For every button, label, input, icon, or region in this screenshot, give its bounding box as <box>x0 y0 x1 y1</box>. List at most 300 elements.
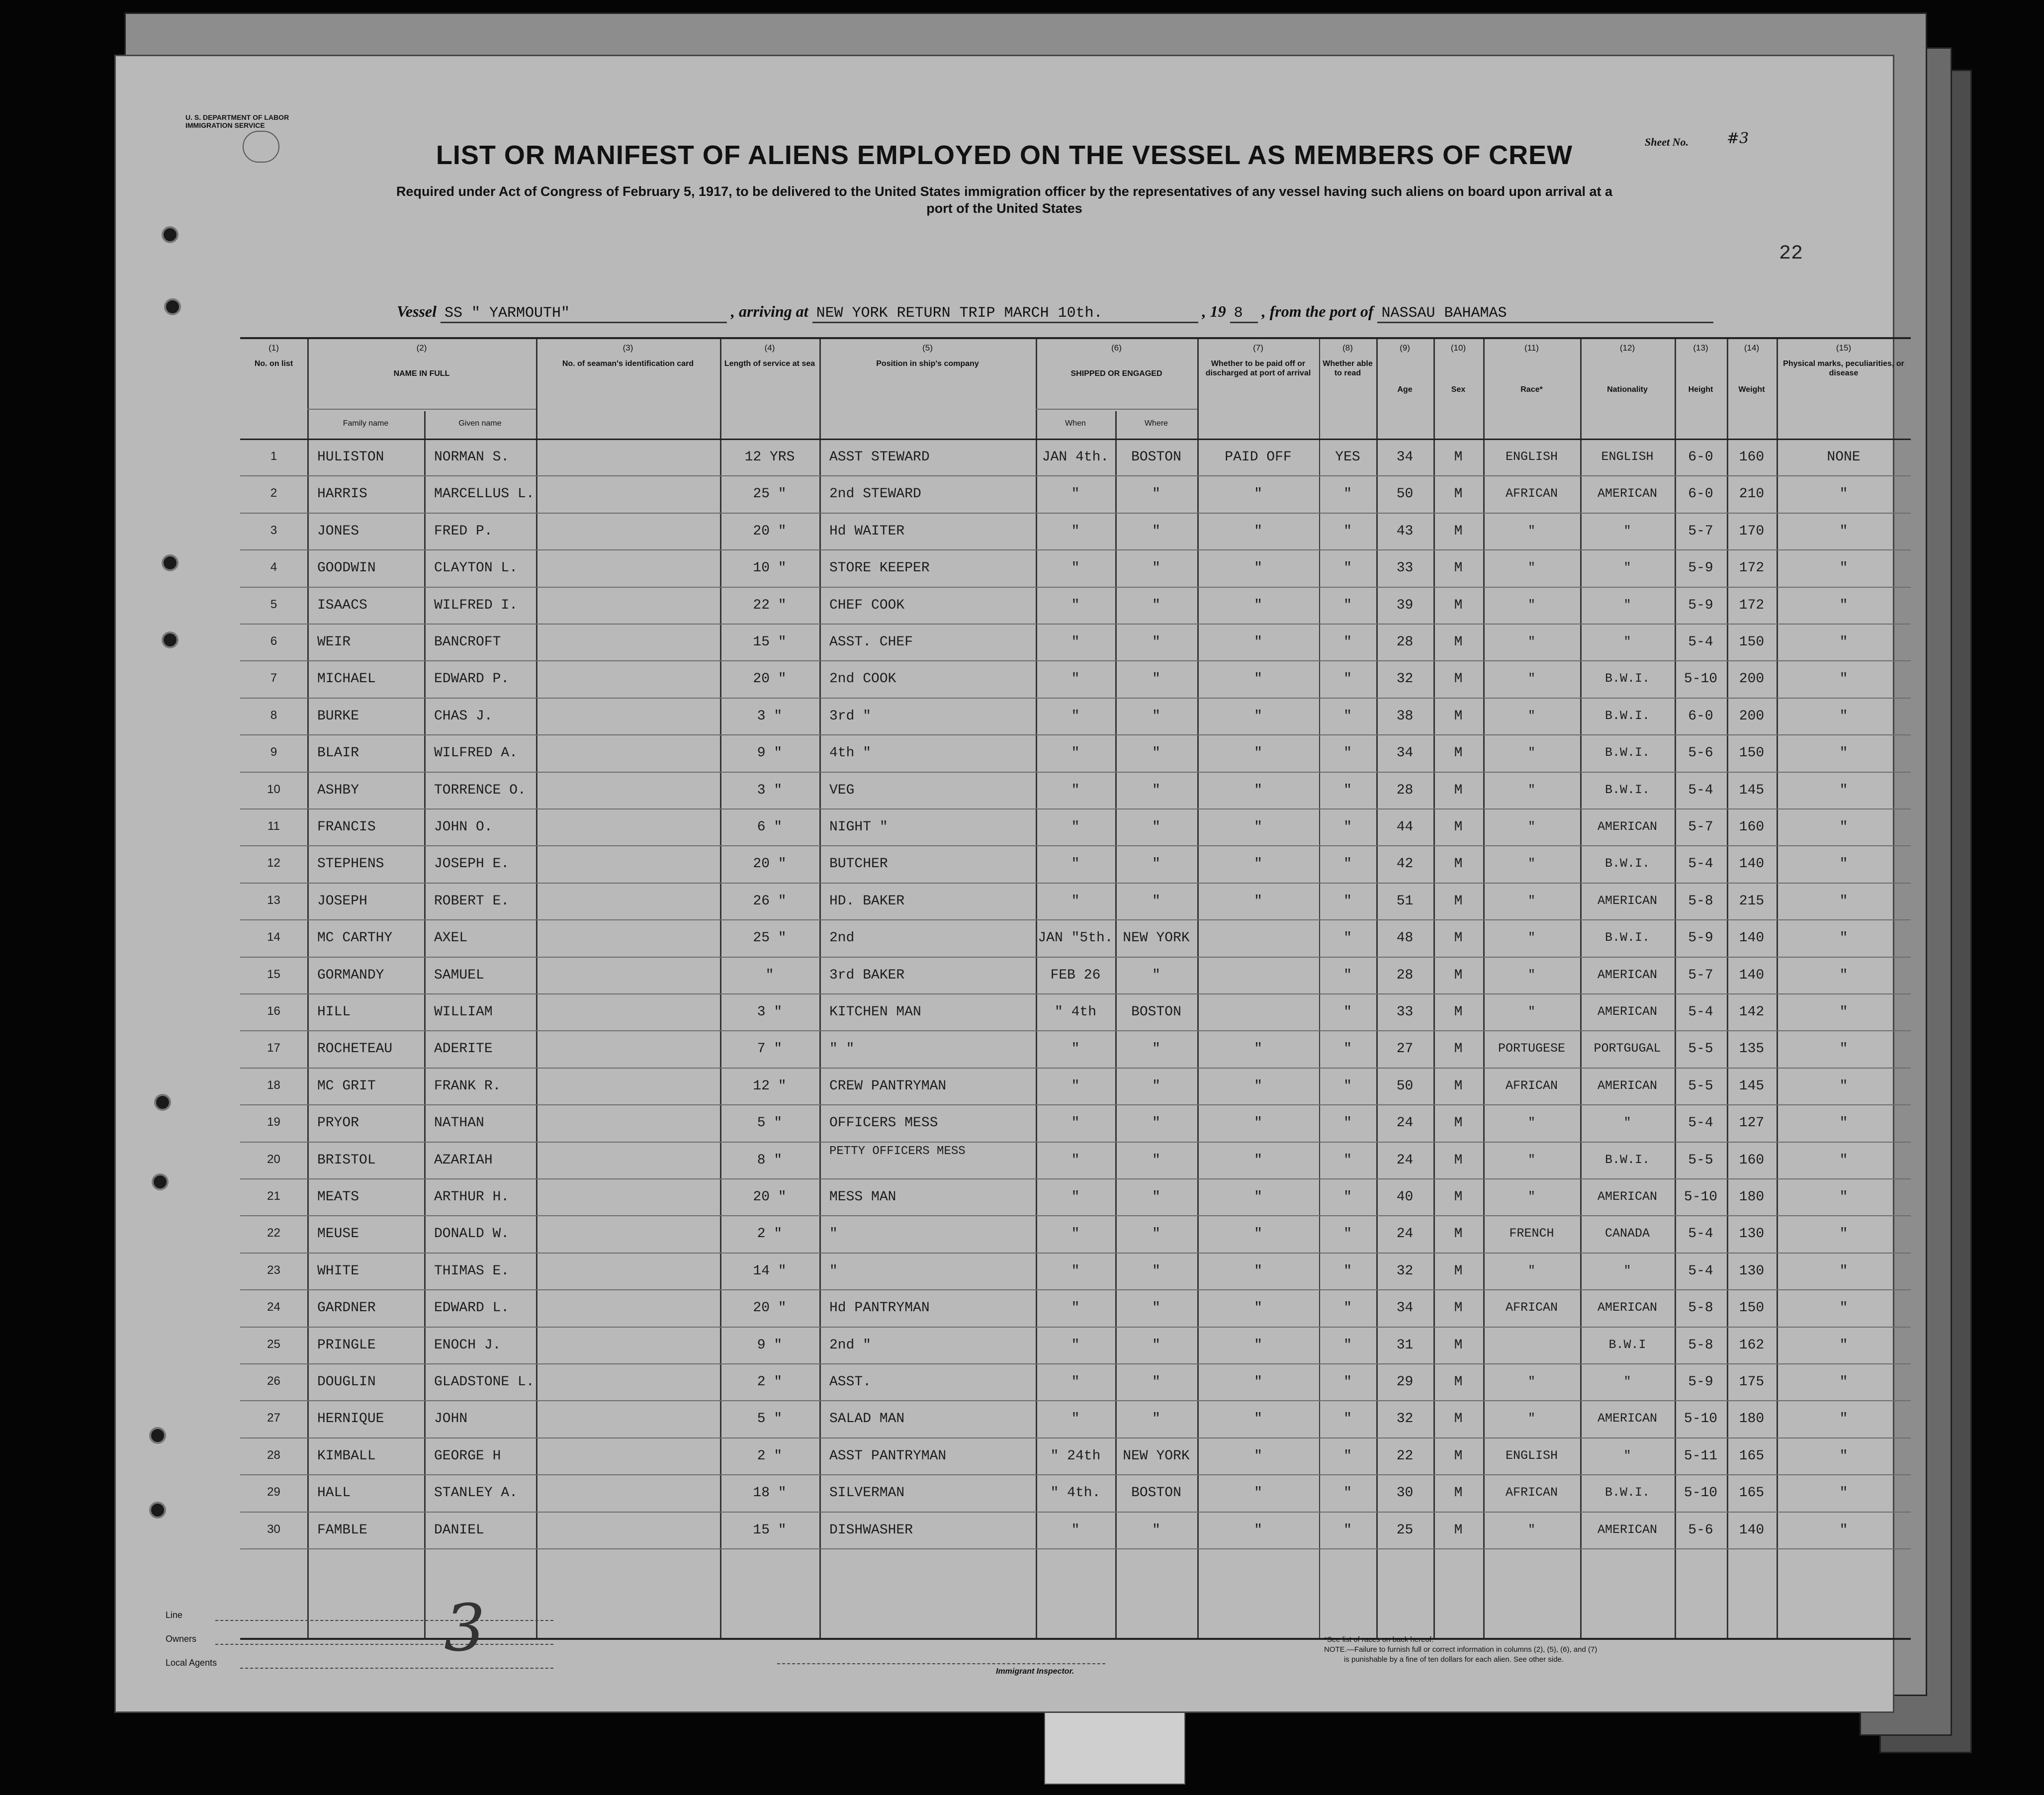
cell-nationality: AMERICAN <box>1597 1300 1658 1315</box>
cell-family: ASHBY <box>317 782 359 798</box>
column-number: (9) <box>1400 343 1410 353</box>
cell-given: JOHN O. <box>434 819 493 835</box>
cell-read: " <box>1343 1448 1352 1464</box>
cell-given: AZARIAH <box>434 1152 493 1168</box>
department-stamp <box>185 113 289 129</box>
cell-when: " <box>1071 745 1080 761</box>
cell-family: WHITE <box>317 1263 359 1279</box>
cell-height: 5-10 <box>1684 1485 1718 1501</box>
cell-no: 23 <box>267 1263 280 1277</box>
cell-nationality: B.W.I. <box>1604 930 1650 945</box>
cell-read: " <box>1343 782 1352 798</box>
cell-position: 3rd " <box>829 708 872 724</box>
column-header: Age <box>1397 385 1413 394</box>
cell-weight: 135 <box>1739 1041 1765 1057</box>
cell-height: 5-8 <box>1688 1300 1713 1316</box>
cell-paid: " <box>1254 782 1262 798</box>
cell-given: CHAS J. <box>434 708 493 724</box>
cell-race: " <box>1527 930 1535 945</box>
column-number: (4) <box>764 343 775 353</box>
cell-age: 34 <box>1396 449 1414 465</box>
cell-weight: 130 <box>1739 1226 1765 1242</box>
cell-family: MICHAEL <box>317 671 376 687</box>
cell-no: 30 <box>267 1522 280 1536</box>
cell-race: " <box>1527 708 1535 723</box>
cell-age: 22 <box>1396 1448 1414 1464</box>
cell-marks: " <box>1839 1522 1848 1538</box>
cell-where: " <box>1152 560 1160 576</box>
cell-height: 5-4 <box>1688 1004 1713 1020</box>
cell-given: STANLEY A. <box>434 1485 518 1501</box>
family-name-header: Family name <box>343 419 389 428</box>
cell-age: 34 <box>1396 1300 1414 1316</box>
cell-paid: " <box>1254 1448 1262 1464</box>
vessel-label: Vessel <box>397 302 437 320</box>
cell-paid: " <box>1254 523 1262 539</box>
binder-hole-icon <box>154 1094 171 1111</box>
cell-age: 24 <box>1396 1115 1414 1131</box>
table-row <box>240 1178 1911 1215</box>
cell-given: DONALD W. <box>434 1226 510 1242</box>
cell-no: 29 <box>267 1485 280 1499</box>
cell-paid: " <box>1254 1115 1262 1131</box>
cell-where: " <box>1152 1300 1160 1316</box>
owners-label: Owners <box>166 1634 197 1644</box>
cell-no: 1 <box>270 449 277 463</box>
cell-weight: 172 <box>1739 560 1765 576</box>
cell-nationality: " <box>1623 1374 1631 1389</box>
cell-nationality: " <box>1623 634 1631 649</box>
cell-when: " <box>1071 1152 1080 1168</box>
cell-sex: M <box>1454 1522 1463 1538</box>
column-header: Race* <box>1520 385 1543 394</box>
cell-paid: " <box>1254 1263 1262 1279</box>
cell-where: BOSTON <box>1131 449 1181 465</box>
cell-when: FEB 26 <box>1050 967 1101 983</box>
cell-race: " <box>1527 671 1535 686</box>
cell-marks: " <box>1839 560 1848 576</box>
cell-position: STORE KEEPER <box>829 560 930 576</box>
cell-family: BRISTOL <box>317 1152 376 1168</box>
cell-race: AFRICAN <box>1505 486 1558 501</box>
cell-height: 5-10 <box>1684 1411 1718 1427</box>
cell-where: " <box>1152 893 1160 909</box>
inspector-label: Immigrant Inspector. <box>996 1667 1074 1676</box>
cell-race: " <box>1527 819 1535 834</box>
cell-when: " <box>1071 597 1080 613</box>
column-header: Position in ship's company <box>876 359 979 368</box>
cell-marks: " <box>1839 1263 1848 1279</box>
cell-service: 5 " <box>757 1115 783 1131</box>
cell-position: SALAD MAN <box>829 1411 905 1427</box>
cell-age: 32 <box>1396 671 1414 687</box>
page-title: LIST OR MANIFEST OF ALIENS EMPLOYED ON THE VESSEL AS MEMBERS OF CREW <box>436 140 1573 170</box>
vessel-name: SS " YARMOUTH" <box>441 305 727 323</box>
row-divider <box>240 1548 1911 1549</box>
cell-paid: PAID OFF <box>1225 449 1292 465</box>
cell-age: 51 <box>1396 893 1414 909</box>
table-row <box>240 957 1911 993</box>
cell-age: 32 <box>1396 1263 1414 1279</box>
cell-service: 8 " <box>757 1152 783 1168</box>
cell-age: 44 <box>1396 819 1414 835</box>
table-row <box>240 513 1911 549</box>
cell-service: 10 " <box>753 560 787 576</box>
cell-age: 32 <box>1396 1411 1414 1427</box>
table-row <box>240 1215 1911 1252</box>
cell-position: CREW PANTRYMAN <box>829 1078 947 1094</box>
cell-age: 38 <box>1396 708 1414 724</box>
table-row <box>240 919 1911 956</box>
cell-no: 9 <box>270 745 277 759</box>
cell-marks: " <box>1839 930 1848 946</box>
cell-read: " <box>1343 893 1352 909</box>
cell-race: AFRICAN <box>1505 1300 1558 1315</box>
cell-marks: " <box>1839 782 1848 798</box>
table-row <box>240 1327 1911 1363</box>
cell-read: " <box>1343 1337 1352 1353</box>
cell-age: 48 <box>1396 930 1414 946</box>
sheet-number: #3 <box>1727 130 1749 147</box>
cell-no: 26 <box>267 1374 280 1388</box>
cell-no: 4 <box>270 560 277 574</box>
cell-no: 8 <box>270 708 277 722</box>
cell-position: ASST STEWARD <box>829 449 930 465</box>
cell-position: " <box>829 1226 838 1242</box>
cell-sex: M <box>1454 856 1463 872</box>
cell-paid: " <box>1254 1300 1262 1316</box>
cell-no: 19 <box>267 1115 280 1129</box>
cell-height: 5-10 <box>1684 1189 1718 1205</box>
cell-position: NIGHT " <box>829 819 888 835</box>
cell-where: " <box>1152 856 1160 872</box>
cell-nationality: B.W.I <box>1608 1337 1646 1352</box>
cell-paid: " <box>1254 1374 1262 1390</box>
cell-family: GARDNER <box>317 1300 376 1316</box>
cell-when: " <box>1071 1300 1080 1316</box>
cell-read: " <box>1343 856 1352 872</box>
cell-marks: " <box>1839 856 1848 872</box>
cell-where: NEW YORK <box>1123 1448 1190 1464</box>
cell-position: 2nd COOK <box>829 671 896 687</box>
cell-weight: 127 <box>1739 1115 1765 1131</box>
binder-hole-icon <box>162 226 178 243</box>
cell-read: " <box>1343 819 1352 835</box>
binder-hole-icon <box>152 1173 169 1190</box>
cell-given: EDWARD L. <box>434 1300 510 1316</box>
cell-height: 6-0 <box>1688 708 1713 724</box>
cell-marks: " <box>1839 1448 1848 1464</box>
cell-service: 26 " <box>753 893 787 909</box>
column-number: (15) <box>1836 343 1852 353</box>
cell-position: 2nd <box>829 930 855 946</box>
cell-family: DOUGLIN <box>317 1374 376 1390</box>
cell-height: 5-10 <box>1684 671 1718 687</box>
cell-marks: " <box>1839 1411 1848 1427</box>
cell-paid: " <box>1254 893 1262 909</box>
cell-read: " <box>1343 1078 1352 1094</box>
column-header: No. on list <box>254 359 293 368</box>
cell-age: 33 <box>1396 560 1414 576</box>
cell-weight: 180 <box>1739 1411 1765 1427</box>
cell-family: MC GRIT <box>317 1078 376 1094</box>
cell-no: 16 <box>267 1004 280 1018</box>
cell-where: " <box>1152 1041 1160 1057</box>
owners-field <box>215 1644 553 1645</box>
cell-no: 7 <box>270 671 277 685</box>
table-row <box>240 883 1911 919</box>
table-row <box>240 1437 1911 1474</box>
cell-marks: " <box>1839 486 1848 502</box>
cell-paid: " <box>1254 745 1262 761</box>
cell-height: 5-4 <box>1688 1115 1713 1131</box>
cell-weight: 165 <box>1739 1448 1765 1464</box>
cell-family: PRYOR <box>317 1115 359 1131</box>
cell-given: EDWARD P. <box>434 671 510 687</box>
table-row <box>240 808 1911 845</box>
cell-nationality: CANADA <box>1604 1226 1650 1241</box>
cell-sex: M <box>1454 1411 1463 1427</box>
cell-weight: 170 <box>1739 523 1765 539</box>
cell-height: 5-4 <box>1688 856 1713 872</box>
cell-weight: 215 <box>1739 893 1765 909</box>
cell-marks: " <box>1839 1300 1848 1316</box>
cell-height: 5-6 <box>1688 1522 1713 1538</box>
cell-given: ENOCH J. <box>434 1337 501 1353</box>
cell-service: 7 " <box>757 1041 783 1057</box>
cell-given: JOHN <box>434 1411 468 1427</box>
cell-no: 12 <box>267 856 280 870</box>
cell-nationality: " <box>1623 523 1631 538</box>
cell-given: GEORGE H <box>434 1448 501 1464</box>
cell-marks: " <box>1839 1078 1848 1094</box>
table-row <box>240 475 1911 512</box>
cell-marks: " <box>1839 671 1848 687</box>
cell-given: WILFRED A. <box>434 745 518 761</box>
cell-when: " <box>1071 819 1080 835</box>
column-header: Whether to be paid off or discharged at port of arrival <box>1205 359 1311 377</box>
header-subdivider <box>307 409 536 410</box>
cell-family: KIMBALL <box>317 1448 376 1464</box>
cell-sex: M <box>1454 1115 1463 1131</box>
cell-weight: 140 <box>1739 967 1765 983</box>
table-row <box>240 587 1911 624</box>
cell-weight: 160 <box>1739 449 1765 465</box>
cell-marks: " <box>1839 634 1848 650</box>
table-row <box>240 439 1911 475</box>
cell-when: " <box>1071 1078 1080 1094</box>
cell-read: " <box>1343 930 1352 946</box>
column-number: (2) <box>416 343 427 353</box>
cell-position: 2nd " <box>829 1337 872 1353</box>
cell-service: 12 YRS <box>744 449 795 465</box>
cell-marks: " <box>1839 597 1848 613</box>
cell-read: " <box>1343 1485 1352 1501</box>
column-header: Length of service at sea <box>724 359 815 368</box>
cell-position: 3rd BAKER <box>829 967 905 983</box>
cell-sex: M <box>1454 819 1463 835</box>
cell-no: 22 <box>267 1226 280 1240</box>
from-port-value: NASSAU BAHAMAS <box>1377 305 1713 323</box>
cell-marks: " <box>1839 893 1848 909</box>
cell-race: " <box>1527 560 1535 575</box>
cell-nationality: AMERICAN <box>1597 1004 1658 1019</box>
sheet-label: Sheet No. <box>1645 136 1689 148</box>
column-header: SHIPPED OR ENGAGED <box>1070 369 1162 378</box>
cell-sex: M <box>1454 708 1463 724</box>
cell-marks: " <box>1839 1189 1848 1205</box>
service-name: IMMIGRATION SERVICE <box>185 121 265 129</box>
cell-given: AXEL <box>434 930 468 946</box>
cell-no: 25 <box>267 1337 280 1351</box>
cell-read: " <box>1343 560 1352 576</box>
cell-paid: " <box>1254 1152 1262 1168</box>
table-row <box>240 734 1911 771</box>
cell-service: 12 " <box>753 1078 787 1094</box>
where-header: Where <box>1144 419 1168 428</box>
cell-service: " <box>765 967 774 983</box>
cell-weight: 145 <box>1739 1078 1765 1094</box>
cell-read: " <box>1343 597 1352 613</box>
cell-age: 39 <box>1396 597 1414 613</box>
cell-when: " <box>1071 1337 1080 1353</box>
cell-nationality: PORTGUGAL <box>1594 1041 1661 1056</box>
cell-service: 20 " <box>753 523 787 539</box>
cell-where: " <box>1152 486 1160 502</box>
column-header: No. of seaman's identification card <box>562 359 694 368</box>
cell-sex: M <box>1454 967 1463 983</box>
cell-service: 20 " <box>753 1189 787 1205</box>
cell-where: " <box>1152 1374 1160 1390</box>
cell-height: 5-9 <box>1688 597 1713 613</box>
cell-marks: NONE <box>1827 449 1861 465</box>
cell-family: HILL <box>317 1004 351 1020</box>
year-label: , 19 <box>1202 302 1226 320</box>
cell-family: MEUSE <box>317 1226 359 1242</box>
cell-where: " <box>1152 819 1160 835</box>
cell-marks: " <box>1839 745 1848 761</box>
column-number: (12) <box>1619 343 1635 353</box>
column-number: (8) <box>1342 343 1353 353</box>
cell-family: HERNIQUE <box>317 1411 384 1427</box>
department-name: U. S. DEPARTMENT OF LABOR <box>185 113 289 121</box>
cell-age: 50 <box>1396 486 1414 502</box>
cell-given: FRED P. <box>434 523 493 539</box>
cell-when: " <box>1071 1263 1080 1279</box>
cell-race: " <box>1527 782 1535 797</box>
cell-age: 28 <box>1396 967 1414 983</box>
table-row <box>240 1363 1911 1400</box>
cell-where: " <box>1152 1078 1160 1094</box>
cell-height: 5-8 <box>1688 1337 1713 1353</box>
cell-nationality: B.W.I. <box>1604 745 1650 760</box>
cell-height: 5-7 <box>1688 523 1713 539</box>
table-row <box>240 549 1911 586</box>
column-number: (3) <box>622 343 633 353</box>
cell-sex: M <box>1454 671 1463 687</box>
cell-no: 2 <box>270 486 277 500</box>
cell-race: " <box>1527 1411 1535 1426</box>
cell-race: " <box>1527 893 1535 908</box>
column-number: (6) <box>1111 343 1122 353</box>
cell-race: ENGLISH <box>1505 449 1558 464</box>
cell-read: " <box>1343 1411 1352 1427</box>
paper-tab <box>1044 1708 1185 1785</box>
cell-paid: " <box>1254 1078 1262 1094</box>
cell-service: 15 " <box>753 1522 787 1538</box>
column-header: Height <box>1688 385 1713 394</box>
local-agents-field <box>240 1668 553 1669</box>
table-row <box>240 1142 1911 1178</box>
races-note: *See list of races on back hereof. <box>1324 1635 1434 1644</box>
cell-family: GORMANDY <box>317 967 384 983</box>
cell-sex: M <box>1454 486 1463 502</box>
cell-position: PETTY OFFICERS MESS <box>829 1144 966 1158</box>
cell-where: " <box>1152 1226 1160 1242</box>
cell-no: 5 <box>270 597 277 611</box>
cell-family: FRANCIS <box>317 819 376 835</box>
cell-read: " <box>1343 1300 1352 1316</box>
cell-when: " <box>1071 523 1080 539</box>
cell-race: " <box>1527 1263 1535 1278</box>
cell-where: " <box>1152 634 1160 650</box>
handwritten-number: 3 <box>444 1590 485 1666</box>
cell-position: BUTCHER <box>829 856 888 872</box>
cell-race: " <box>1527 1374 1535 1389</box>
cell-where: " <box>1152 1337 1160 1353</box>
cell-paid: " <box>1254 634 1262 650</box>
cell-height: 5-4 <box>1688 1226 1713 1242</box>
cell-sex: M <box>1454 634 1463 650</box>
cell-read: " <box>1343 1189 1352 1205</box>
cell-age: 33 <box>1396 1004 1414 1020</box>
page-number: 22 <box>1779 243 1803 265</box>
line-label: Line <box>166 1610 183 1620</box>
cell-weight: 130 <box>1739 1263 1765 1279</box>
cell-when: " <box>1071 893 1080 909</box>
cell-height: 5-5 <box>1688 1041 1713 1057</box>
cell-race: " <box>1527 1115 1535 1130</box>
cell-position: ASST. <box>829 1374 872 1390</box>
cell-marks: " <box>1839 1374 1848 1390</box>
cell-weight: 175 <box>1739 1374 1765 1390</box>
cell-marks: " <box>1839 1041 1848 1057</box>
cell-paid: " <box>1254 1226 1262 1242</box>
cell-weight: 180 <box>1739 1189 1765 1205</box>
cell-race: " <box>1527 597 1535 612</box>
cell-no: 15 <box>267 967 280 981</box>
cell-read: " <box>1343 634 1352 650</box>
cell-read: " <box>1343 671 1352 687</box>
cell-nationality: AMERICAN <box>1597 819 1658 834</box>
cell-no: 3 <box>270 523 277 537</box>
cell-sex: M <box>1454 1226 1463 1242</box>
cell-weight: 165 <box>1739 1485 1765 1501</box>
cell-where: " <box>1152 708 1160 724</box>
header-subdivider <box>1036 409 1197 410</box>
cell-paid: " <box>1254 1041 1262 1057</box>
cell-given: WILFRED I. <box>434 597 518 613</box>
cell-race: FRENCH <box>1509 1226 1554 1241</box>
cell-where: " <box>1152 523 1160 539</box>
cell-read: " <box>1343 1522 1352 1538</box>
cell-paid: " <box>1254 1411 1262 1427</box>
cell-no: 17 <box>267 1041 280 1055</box>
cell-service: 2 " <box>757 1226 783 1242</box>
table-row <box>240 1253 1911 1289</box>
cell-service: 25 " <box>753 930 787 946</box>
binder-hole-icon <box>162 554 178 571</box>
